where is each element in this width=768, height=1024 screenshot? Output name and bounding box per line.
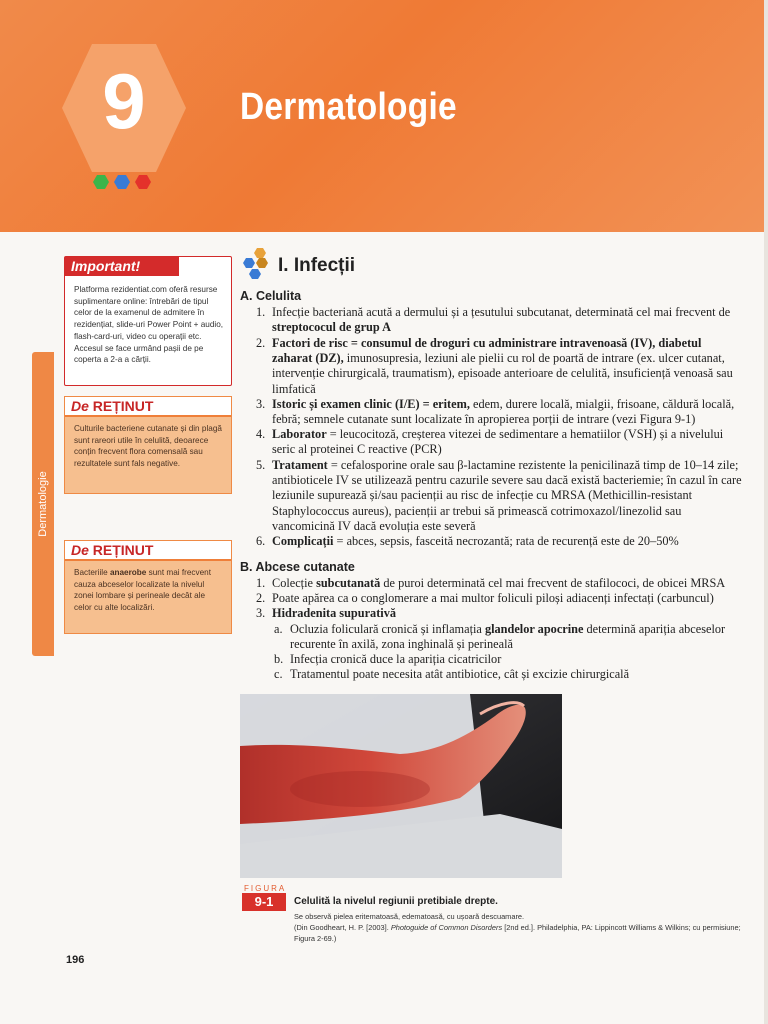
subsection-b-title: B. Abcese cutanate: [240, 560, 355, 574]
remember-heading-de: De: [71, 542, 89, 558]
list-item: 3. Hidradenita supurativă: [256, 606, 397, 620]
subsection-a-title: A. Celulita: [240, 289, 302, 303]
section-hexagons-icon: [240, 247, 272, 281]
remember-box-1: [64, 396, 232, 494]
list-item: 2. Poate apărea ca o conglomerare a mai multor foliculi piloși adiacenți infectați (carbuncul): [256, 591, 714, 605]
page-number: 196: [66, 954, 85, 966]
list-item: 6. Complicații = abces, sepsis, fasceită necrozantă; rata de recurență este de 20–50%: [256, 534, 679, 548]
side-tab-text: Dermatologie: [37, 471, 49, 537]
figure-number: 9-1: [242, 893, 286, 911]
sub-list-item: b. Infecția cronică duce la apariția cicatricilor: [274, 652, 502, 666]
chapter-number: 9: [102, 57, 146, 145]
list-item: 1. Colecție subcutanată de puroi determinată cel mai frecvent de stafilococi, de obicei MRSA: [256, 576, 726, 590]
list-item: 1. Infecție bacteriană acută a dermului și a țesutului subcutanat, determinată cel mai frecvent de streptococul de grup A: [256, 305, 731, 335]
important-box: [64, 256, 232, 386]
remember-heading-de: De: [71, 398, 89, 414]
list-item: 5. Tratament = cefalosporine orale sau β-lactamine rezistente la penicilinază timp de 10–14 zile; antibioticele IV se utilizează pentru cazurile severe sau dacă există bacteriemie; în cazul în care leziunile supurează și/sau pacienții au risc de infecție cu MRSA (Methicillin-resistant Staphylococcus aureus), pacienții ar trebui să primească cotrimoxazol/linezolid sau vancomicină IV dacă evoluția este severă: [256, 458, 742, 533]
chapter-header: [0, 0, 768, 232]
sub-list-item: c. Tratamentul poate necesita atât antibiotice, cât și excizie chirurgicală: [274, 667, 630, 681]
remember-heading-word: REȚINUT: [92, 398, 154, 414]
list-item: 2. Factori de risc = consumul de droguri cu administrare intravenoasă (IV), diabetul zaharat (DZ), imunosupresia, leziuni ale pielii cu rol de poartă de intrare (ex. ulcer cutanat, intervenție chirurgicală, traumatism), episoade anterioare de celulită, insuficiență venoasă sau limfatică: [256, 336, 733, 396]
remember-text-2: Bacteriile anaerobe sunt mai frecvent cauza abceselor localizate la nivelul zonei lombare și perineale decât ale celor cu alte localizări.: [74, 568, 211, 613]
sub-list-item: a. Ocluzia foliculară cronică și inflamația glandelor apocrine determină apariția abceselor recurente în axilă, zona inghinală și perineală: [274, 622, 726, 652]
figure-photo: [240, 694, 562, 878]
remember-box-2: [64, 540, 232, 634]
remember-text-1: Culturile bacteriene cutanate și din plagă sunt rareori utile în celulită, deoarece conțin frecvent flora comensală sau rezultatele sunt fals negative.: [74, 424, 222, 469]
color-dots-icon: [89, 172, 159, 192]
page-edge: [764, 0, 768, 1024]
side-tab-label: [32, 352, 54, 656]
figure-label: FIGURA: [244, 884, 287, 893]
figure-description: Se observă pielea eritematoasă, edematoasă, cu ușoară descuamare.: [294, 912, 525, 921]
remember-heading-2: [65, 541, 231, 561]
figure-title: Celulită la nivelul regiunii pretibiale drepte.: [294, 896, 498, 907]
list-item: 3. Istoric și examen clinic (I/E) = eritem, edem, durere locală, mialgii, frisoane, căldură locală, febră; semnele cutanate sunt localizate în apropierea porții de intrare (vezi Figura 9-1): [256, 397, 735, 427]
important-heading: Important!: [65, 257, 179, 276]
section-title: I. Infecții: [278, 255, 356, 276]
important-text: Platforma rezidentiat.com oferă resurse suplimentare online: întrebări de tipul celor de la examenul de admitere în rezidențiat, slide-uri Power Point + audio, flash-card-uri, video cu operații etc. Accesul se face urmând pașii de pe coperta a 2-a a cărții.: [74, 285, 224, 365]
list-item: 4. Laborator = leucocitoză, creșterea vitezei de sedimentare a hematiilor (VSH) și a nivelului seric al proteinei C reactive (PCR): [256, 427, 724, 457]
remember-heading-1: [65, 397, 231, 417]
remember-heading-word: REȚINUT: [92, 542, 154, 558]
chapter-title: Dermatologie: [240, 86, 457, 128]
figure-source: (Din Goodheart, H. P. [2003]. Photoguide of Common Disorders [2nd ed.]. Philadelphia, PA: Lippincott Williams & Wilkins; cu permisiune; Figura 2-69.): [294, 923, 741, 943]
